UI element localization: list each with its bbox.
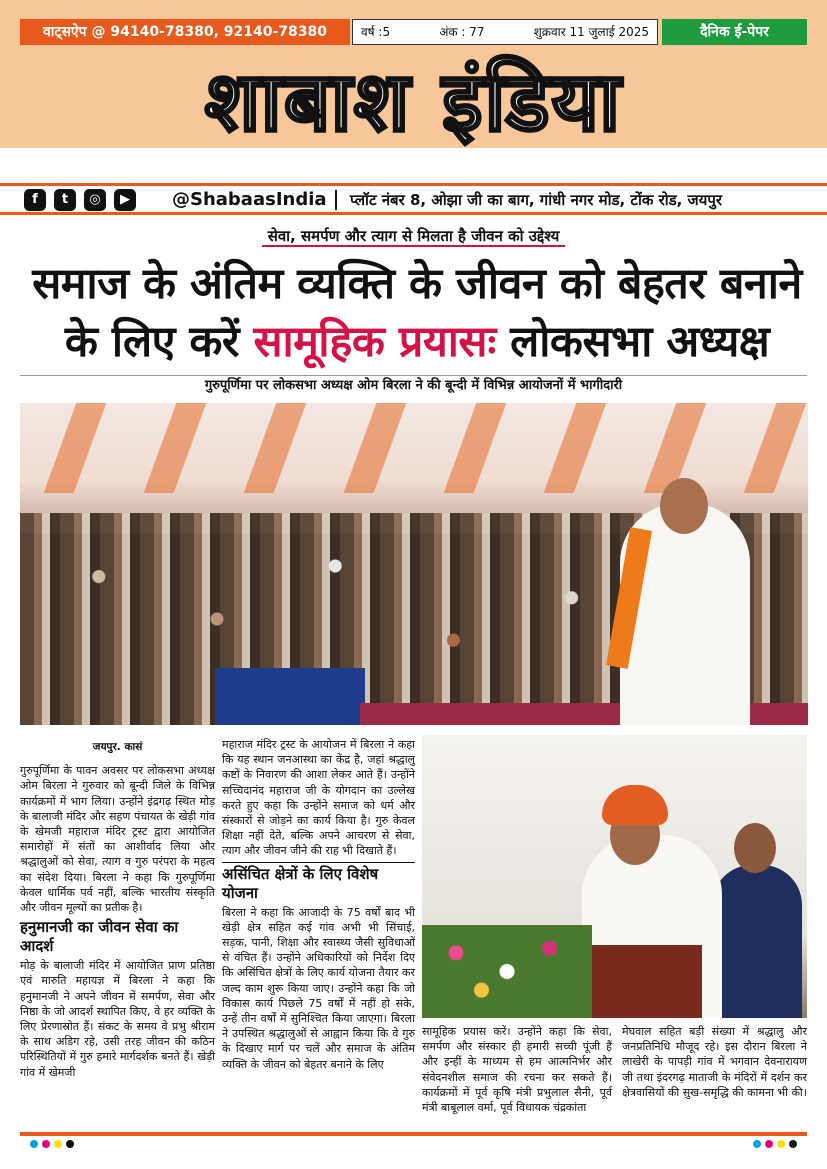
office-address: प्लॉट नंबर 8, ओझा जी का बाग, गांधी नगर मोड, टोंक रोड, जयपुर (350, 191, 723, 209)
headline-highlight: सामूहिक प्रयासः (253, 317, 496, 367)
secondary-photo (422, 735, 807, 1018)
issue-date: शुक्रवार 11 जुलाई 2025 (533, 25, 649, 39)
year-label: वर्ष :5 (361, 25, 391, 39)
speaker-head (660, 478, 708, 534)
whatsapp-contact: वाट्सऐप @ 94140-78380, 92140-78380 (20, 19, 350, 45)
paragraph: महाराज मंदिर ट्रस्ट के आयोजन में बिरला ने कहा कि यह स्थान जनआस्था का केंद्र है, जहां श्रद्धालु कष्टों के निवारण की आशा लेकर आते हैं। उन्होंने सच्चिदानंद महाराज जी के योगदान का उल्लेख करते हुए कहा कि उन्होंने समाज को धर्म और संस्कारों से जोड़ने का कार्य किया है। गुरु केवल शिक्षा नहीं देते, बल्कि अपने आचरण से सेवा, त्याग और जीवन जीने की राह भी दिखाते हैं। (222, 738, 415, 858)
officer-head (734, 823, 776, 873)
kicker (0, 226, 827, 246)
reg-mark (42, 1140, 50, 1148)
subheading: हनुमानजी का जीवन सेवा का आदर्श (20, 918, 179, 956)
tent-stripe (344, 403, 407, 493)
divider (335, 190, 337, 210)
tent-stripe (444, 403, 507, 493)
reg-mark (753, 1140, 761, 1148)
kicker-text: सेवा, समर्पण और त्याग से मिलता है जीवन को उद्देश्य (262, 227, 566, 247)
reg-mark (66, 1140, 74, 1148)
issue-info (352, 19, 658, 45)
social-icons (24, 189, 136, 211)
tent-stripe (44, 403, 107, 493)
reg-mark (30, 1140, 38, 1148)
masthead-title: शाबाश इंडिया (204, 54, 623, 150)
twitter-icon[interactable]: t (54, 189, 76, 211)
registration-marks (0, 1140, 827, 1150)
article-column-3 (422, 1024, 612, 1115)
tent-stripe (544, 403, 607, 493)
social-handle[interactable]: @ShabaasIndia (172, 189, 327, 210)
speaker-system (215, 668, 365, 725)
subheadline: गुरुपूर्णिमा पर लोकसभा अध्यक्ष ओम बिरला ने की बून्दी में विभिन्न आयोजनों में भागीदारी (0, 375, 827, 397)
youtube-icon[interactable]: ▶ (114, 189, 136, 211)
main-photo (20, 403, 808, 725)
tent-stripe (744, 403, 807, 493)
tent-stripe (144, 403, 207, 493)
reg-mark (789, 1140, 797, 1148)
flower-decoration (422, 925, 592, 1018)
facebook-icon[interactable]: f (24, 189, 46, 211)
edition-label: दैनिक ई-पेपर (662, 19, 807, 45)
paragraph: सामूहिक प्रयास करें। उन्होंने कहा कि सेवा, समर्पण और संस्कार ही हमारी सच्ची पूंजी हैं और इन्हीं के माध्यम से हम आत्मनिर्भर और संवेदनशील समाज की रचना कर सकते हैं। कार्यक्रमों में पूर्व कृषि मंत्री प्रभुलाल सैनी, पूर्व मंत्री बाबूलाल वर्मा, पूर्व विधायक चंद्रकांता (422, 1025, 612, 1115)
reg-mark (777, 1140, 785, 1148)
bottom-rule (20, 1132, 807, 1136)
tent-stripe (244, 403, 307, 493)
paragraph: मेघवाल सहित बड़ी संख्या में श्रद्धालु और जनप्रतिनिधि मौजूद रहे। इस दौरान बिरला ने लाखेरी के पापड़ी गांव में भगवान देवनारायण जी तथा इंदरगढ़ माताजी के मंदिरों में दर्शन कर क्षेत्रवासियों की सुख-समृद्धि की कामना भी की। (622, 1025, 807, 1099)
paragraph: मोड़ के बालाजी मंदिर में आयोजित प्राण प्रतिष्ठा एवं मारुति महायज्ञ में बिरला ने कहा कि हनुमानजी ने अपने जीवन में समर्पण, सेवा और निष्ठा के जो आदर्श स्थापित किए, वे हर व्यक्ति के लिए प्रेरणास्रोत हैं। संकट के समय वे प्रभु श्रीराम के साथ अडिग रहे, उसी तरह जीवन की कठिन परिस्थितियों में गुरु हमारे मार्गदर्शक बनते हैं। खेड़ी गांव में खेमजी (20, 959, 215, 1079)
article-column-2 (222, 737, 415, 1072)
article-column-1 (20, 740, 215, 1080)
subheading: असिंचित क्षेत्रों के लिए विशेष योजना (222, 862, 415, 903)
headline (22, 255, 812, 371)
article-column-4 (622, 1024, 807, 1100)
reg-mark (54, 1140, 62, 1148)
headline-part2: लोकसभा अध्यक्ष (510, 317, 770, 367)
reg-mark (765, 1140, 773, 1148)
security-officer (712, 865, 802, 1018)
social-bar (0, 183, 827, 215)
paragraph: बिरला ने कहा कि आजादी के 75 वर्षों बाद भी खेड़ी क्षेत्र सहित कई गांव अभी भी सिंचाई, सड़क, पानी, शिक्षा और स्वास्थ्य जैसी सुविधाओं से वंचित हैं। उन्होंने अधिकारियों को निर्देश दिए कि असिंचित क्षेत्रों के लिए कार्य योजना तैयार कर जल्द काम शुरू किया जाए। उन्होंने कहा कि जो विकास कार्य पिछले 75 वर्षों में नहीं हो सके, उन्हें तीन वर्षों में सुनिश्चित किया जाएगा। बिरला ने उपस्थित श्रद्धालुओं से आह्वान किया कि वे गुरु के दिखाए मार्ग पर चलें और समाज के अंतिम व्यक्ति के जीवन को बेहतर बनाने के लिए (222, 905, 415, 1071)
instagram-icon[interactable]: ◎ (84, 189, 106, 211)
dateline: जयपुर. कासं (92, 741, 143, 753)
headline-part1: समाज के अंतिम व्यक्ति के जीवन को बेहतर बनाने के लिए करें (32, 259, 802, 367)
issue-number: अंक : 77 (439, 25, 485, 39)
paragraph: गुरुपूर्णिमा के पावन अवसर पर लोकसभा अध्यक्ष ओम बिरला ने गुरुवार को बून्दी जिले के विभिन्न कार्यक्रमों में भाग लिया। उन्होंने इंद्रगढ़ स्थित मोड़ के बालाजी मंदिर और सहण पंचायत के खेड़ी गांव के खेमजी महाराज मंदिर ट्रस्ट द्वारा आयोजित समारोहों में संतों का आशीर्वाद लिया और श्रद्धालुओं को सेवा, त्याग व गुरु परंपरा के महत्व का संदेश दिया। बिरला ने कहा कि गुरुपूर्णिमा केवल धार्मिक पर्व नहीं, बल्कि भारतीय संस्कृति और जीवन मूल्यों का प्रतीक है। (20, 764, 215, 915)
